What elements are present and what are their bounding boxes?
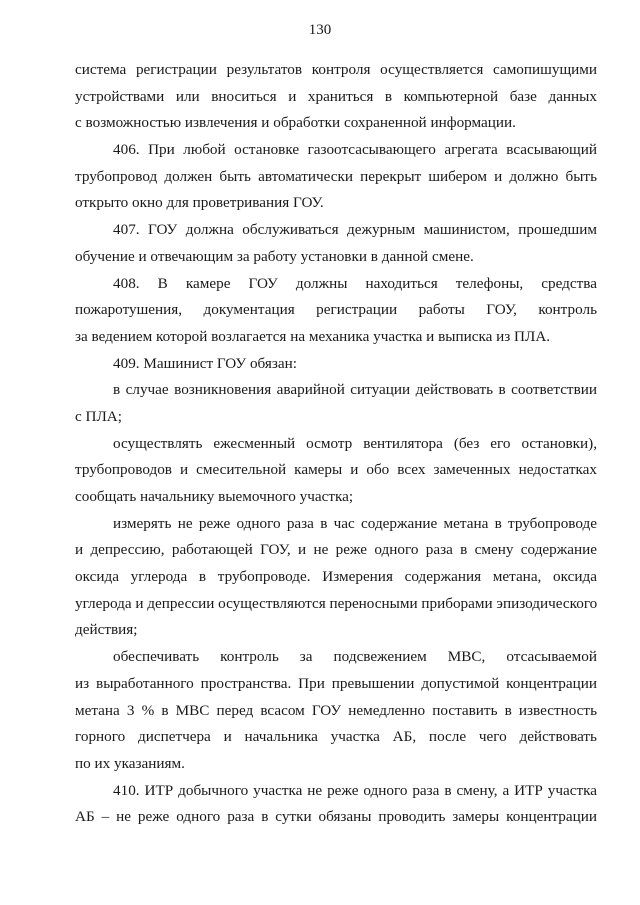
text-line: горного диспетчера и начальника участка АБ, после чего действовать — [75, 728, 597, 746]
text-line: с возможностью извлечения и обработки сохраненной информации. — [75, 114, 516, 132]
text-line: 407. ГОУ должна обслуживаться дежурным машинистом, прошедшим — [113, 221, 597, 239]
text-line: в случае возникновения аварийной ситуации действовать в соответствии — [113, 381, 597, 399]
text-line: за ведением которой возлагается на механика участка и выписка из ПЛА. — [75, 327, 551, 345]
text-line: из выработанного пространства. При превышении допустимой концентрации — [75, 674, 597, 692]
text-line: сообщать начальнику выемочного участка; — [75, 488, 354, 505]
text-line: открыто окно для проветривания ГОУ. — [75, 194, 324, 212]
text-line: действия; — [75, 621, 138, 639]
text-line: устройствами или вноситься и храниться в компьютерной базе данных — [75, 87, 597, 105]
text-line: измерять не реже одного раза в час содержание метана в трубопроводе — [113, 514, 597, 532]
text-line: 410. ИТР добычного участка не реже одного раза в смену, а ИТР участка — [113, 781, 597, 799]
text-line: с ПЛА; — [75, 407, 122, 425]
text-line: осуществлять ежесменный осмотр вентилятора (без его остановки), — [113, 434, 597, 452]
text-line: оксида углерода в трубопроводе. Измерения содержания метана, оксида — [75, 568, 597, 586]
text-line: пожаротушения, документация регистрации работы ГОУ, контроль — [75, 301, 597, 319]
text-line: по их указаниям. — [75, 754, 185, 772]
text-line: трубопроводов и смесительной камеры и обо всех замеченных недостатках — [75, 461, 597, 479]
text-line: обучение и отвечающим за работу установки в данной смене. — [75, 247, 474, 265]
text-line: 406. При любой остановке газоотсасывающего агрегата всасывающий — [113, 141, 597, 159]
text-line: 408. В камере ГОУ должны находиться телефоны, средства — [113, 274, 597, 292]
text-line: 409. Машинист ГОУ обязан: — [113, 354, 297, 372]
text-line: трубопровод должен быть автоматически перекрыт шибером и должно быть — [75, 167, 597, 185]
text-line: АБ – не реже одного раза в сутки обязаны проводить замеры концентрации — [75, 808, 597, 826]
document-body — [75, 57, 597, 831]
text-line: метана 3 % в МВС перед всасом ГОУ немедленно поставить в известность — [75, 701, 597, 719]
text-line: и депрессию, работающей ГОУ, и не реже одного раза в смену содержание — [75, 541, 597, 559]
text-line: углерода и депрессии осуществляются переносными приборами эпизодического — [75, 594, 598, 612]
page-number: 130 — [308, 22, 332, 38]
text-line: система регистрации результатов контроля осуществляется самопишущими — [75, 61, 597, 78]
text-line: обеспечивать контроль за подсвежением МВС, отсасываемой — [113, 648, 597, 666]
